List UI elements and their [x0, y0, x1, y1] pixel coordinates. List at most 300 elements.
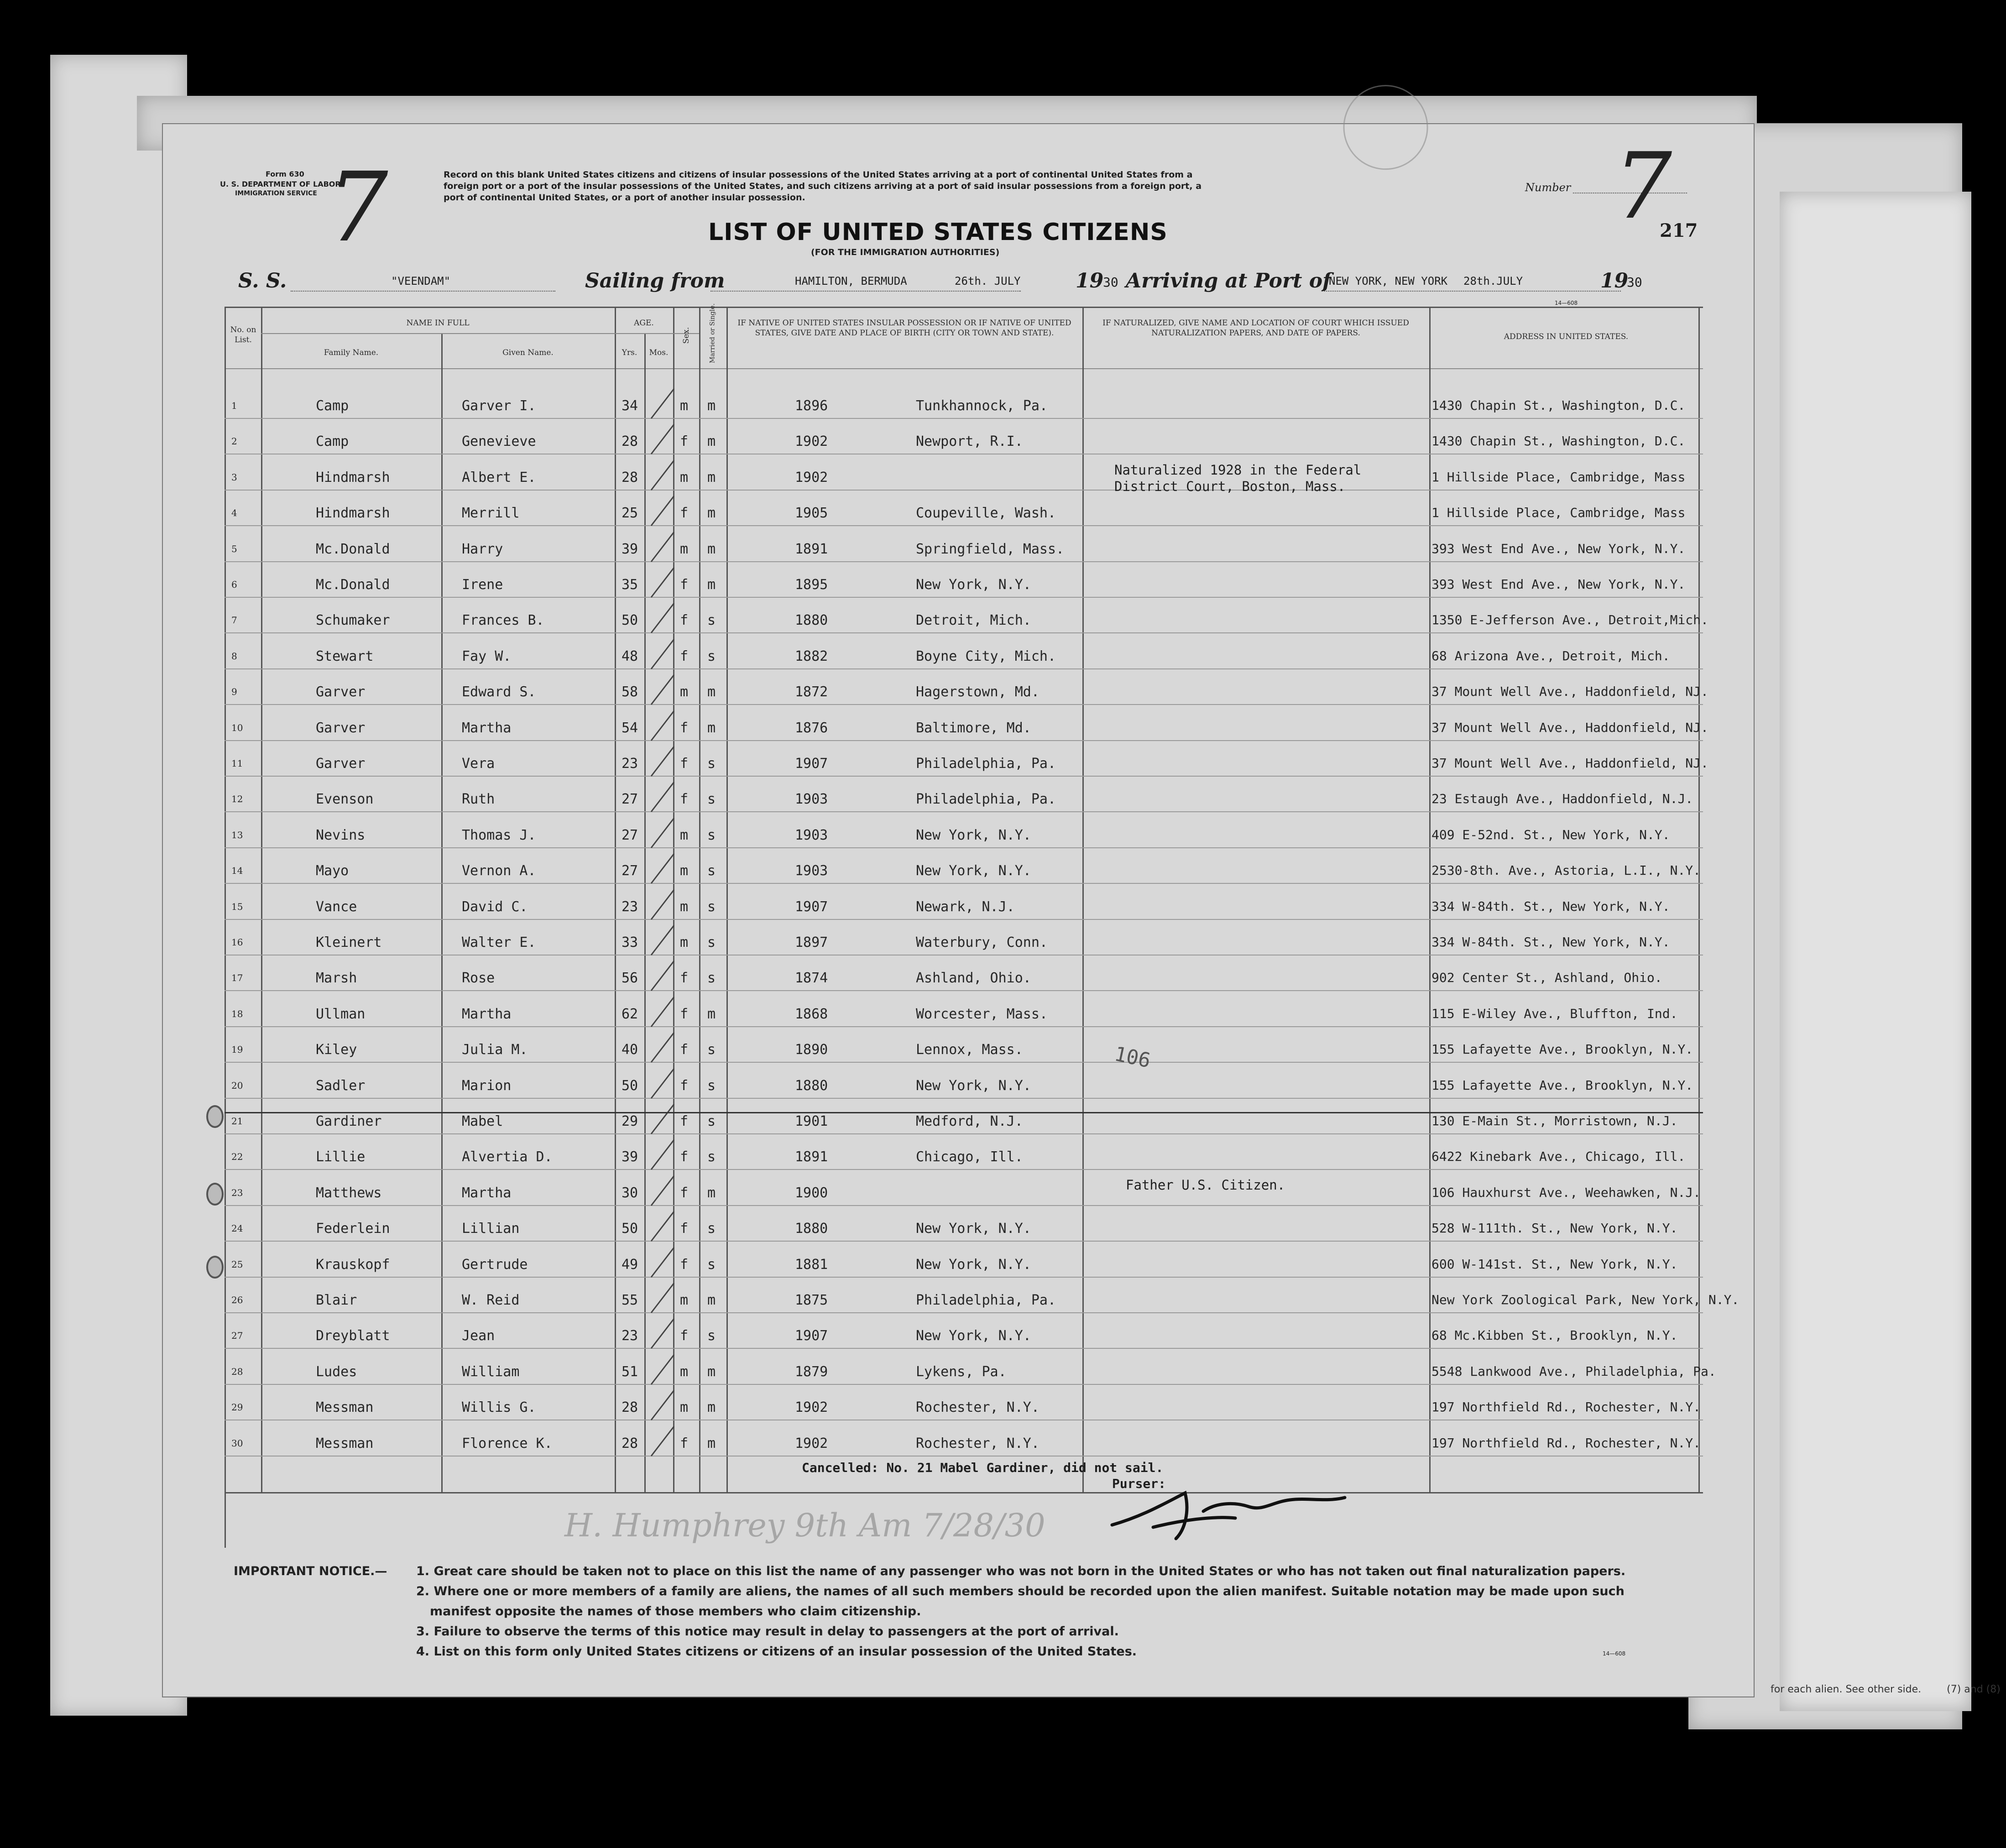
row-address: 902 Center St., Ashland, Ohio. [1431, 970, 1662, 986]
row-address: 1 Hillside Place, Cambridge, Mass [1431, 505, 1686, 521]
notice-item-3: 3. Failure to observe the terms of this notice may result in delay to passengers at the port of arrival. [416, 1624, 1119, 1639]
row-rule [225, 561, 1703, 562]
row-yrs: 35 [622, 577, 638, 593]
row-no: 28 [231, 1366, 243, 1377]
col-divider [699, 307, 700, 1493]
row-address: 409 E-52nd. St., New York, N.Y. [1431, 827, 1670, 842]
row-sex: f [680, 1042, 689, 1058]
check-mark-icon [647, 1281, 679, 1317]
row-address: 23 Estaugh Ave., Haddonfield, N.J. [1431, 791, 1693, 807]
row-place: Hagerstown, Md. [916, 684, 1040, 700]
row-year: 1903 [795, 863, 828, 879]
row-place: Coupeville, Wash. [916, 505, 1056, 522]
row-rule [225, 1348, 1703, 1349]
row-place: Philadelphia, Pa. [916, 1292, 1056, 1308]
row-yrs: 28 [622, 1399, 638, 1416]
row-ms: s [707, 648, 716, 664]
row-place: Lykens, Pa. [916, 1363, 1007, 1380]
header-age: AGE. [634, 318, 654, 328]
row-no: 1 [231, 400, 237, 411]
naturalization-note: Naturalized 1928 in the Federal District Court, Boston, Mass. [1114, 462, 1362, 494]
row-given: Genevieve [462, 433, 536, 450]
row-no: 11 [231, 758, 243, 769]
intro-line-1: Record on this blank United States citizens and citizens of insular possessions of the United States arriving at a port of continental United States from a [444, 170, 1193, 180]
row-address: 37 Mount Well Ave., Haddonfield, NJ. [1431, 684, 1708, 700]
row-address: 68 Mc.Kibben St., Brooklyn, N.Y. [1431, 1328, 1678, 1343]
row-ms: s [707, 934, 716, 950]
row-year: 1874 [795, 970, 828, 987]
row-place: Philadelphia, Pa. [916, 756, 1056, 772]
row-family: Garver [316, 684, 366, 700]
row-year: 1880 [795, 1077, 828, 1094]
row-place: Worcester, Mass. [916, 1006, 1048, 1022]
row-year: 1879 [795, 1363, 828, 1380]
header-sex: Sex. [682, 327, 691, 344]
row-year: 1907 [795, 898, 828, 915]
name-age-subdivider [261, 333, 699, 334]
row-no: 9 [231, 686, 237, 698]
row-family: Garver [316, 756, 366, 772]
check-mark-icon [647, 709, 679, 745]
row-ms: s [707, 1042, 716, 1058]
row-year: 1903 [795, 791, 828, 808]
row-year: 1880 [795, 612, 828, 629]
check-mark-icon [647, 530, 679, 566]
row-place: Rochester, N.Y. [916, 1435, 1040, 1451]
check-mark-icon [647, 637, 679, 673]
row-family: Ullman [316, 1006, 366, 1022]
row-sex: f [680, 1077, 689, 1094]
row-rule [225, 632, 1703, 633]
row-address: 130 E-Main St., Morristown, N.J. [1431, 1113, 1678, 1128]
row-rule [225, 1062, 1703, 1063]
row-place: New York, N.Y. [916, 577, 1031, 593]
row-family: Camp [316, 433, 349, 450]
cancelled-note: Cancelled: No. 21 Mabel Gardiner, did not sail. [802, 1460, 1164, 1475]
row-rule [225, 1205, 1703, 1206]
arrive-date: 28th.JULY [1463, 275, 1523, 287]
row-address: 393 West End Ave., New York, N.Y. [1431, 577, 1686, 592]
row-ms: s [707, 1149, 716, 1165]
row-given: Lillian [462, 1221, 520, 1237]
row-no: 12 [231, 793, 243, 805]
header-family-name: Family Name. [324, 348, 379, 357]
row-yrs: 30 [622, 1185, 638, 1201]
notice-heading: IMPORTANT NOTICE.— [234, 1564, 387, 1578]
row-place: Ashland, Ohio. [916, 970, 1031, 987]
row-family: Gardiner [316, 1113, 382, 1129]
col-divider [1698, 307, 1700, 1493]
row-no: 29 [231, 1402, 243, 1413]
row-no: 7 [231, 615, 237, 626]
row-yrs: 27 [622, 863, 638, 879]
sail-year: 30 [1103, 275, 1118, 290]
row-ms: m [707, 469, 716, 485]
check-mark-icon [647, 1245, 679, 1282]
row-given: Gertrude [462, 1256, 528, 1273]
row-family: Mayo [316, 863, 349, 879]
row-family: Federlein [316, 1221, 390, 1237]
row-given: Martha [462, 1006, 512, 1022]
row-yrs: 40 [622, 1042, 638, 1058]
row-year: 1881 [795, 1256, 828, 1273]
row-yrs: 28 [622, 433, 638, 450]
to-port: NEW YORK, NEW YORK [1329, 275, 1448, 287]
row-year: 1890 [795, 1042, 828, 1058]
row-year: 1880 [795, 1221, 828, 1237]
row-sex: m [680, 1399, 689, 1416]
row-year: 1907 [795, 1328, 828, 1344]
row-sex: f [680, 433, 689, 450]
row-yrs: 39 [622, 541, 638, 557]
check-mark-icon [647, 565, 679, 602]
row-sex: f [680, 791, 689, 808]
row-yrs: 29 [622, 1113, 638, 1129]
row-place: New York, N.Y. [916, 827, 1031, 843]
row-year: 1903 [795, 827, 828, 843]
notice-item-2-cont: manifest opposite the names of those members who claim citizenship. [430, 1604, 921, 1618]
row-given: Walter E. [462, 934, 536, 950]
header-married: Married or Single. [709, 303, 716, 364]
check-mark-icon [647, 816, 679, 852]
row-no: 10 [231, 722, 243, 733]
row-place: Newark, N.J. [916, 898, 1015, 915]
row-place: New York, N.Y. [916, 1221, 1031, 1237]
notice-item-1: 1. Great care should be taken not to place on this list the name of any passenger who was not born in the United States or who has not taken out final naturalization papers. [416, 1564, 1626, 1578]
row-given: Mabel [462, 1113, 503, 1129]
notice-item-2: 2. Where one or more members of a family are aliens, the names of all such members should be recorded upon the alien manifest. Suitable notation may be made upon such [416, 1584, 1625, 1598]
check-mark-icon [647, 1352, 679, 1389]
row-ms: s [707, 863, 716, 879]
row-given: Ruth [462, 791, 495, 808]
ss-label: S. S. [238, 269, 287, 292]
row-sex: m [680, 863, 689, 879]
row-rule [225, 1384, 1703, 1385]
check-mark-icon [647, 1030, 679, 1067]
row-sex: m [680, 469, 689, 485]
row-no: 19 [231, 1044, 243, 1055]
row-address: New York Zoological Park, New York, N.Y. [1431, 1292, 1740, 1307]
row-no: 20 [231, 1080, 243, 1091]
row-rule [225, 490, 1703, 491]
header-naturalized: IF NATURALIZED, GIVE NAME AND LOCATION OF COURT WHICH ISSUED NATURALIZATION PAPERS, AND DATE OF PAPERS. [1102, 318, 1409, 338]
row-rule [225, 1026, 1703, 1027]
from-line [710, 291, 1021, 292]
check-mark-icon [647, 1102, 679, 1138]
check-mark-icon [647, 744, 679, 781]
row-family: Hindmarsh [316, 505, 390, 522]
row-sex: f [680, 612, 689, 629]
row-no: 26 [231, 1295, 243, 1305]
row-yrs: 33 [622, 934, 638, 950]
row-given: David C. [462, 898, 528, 915]
row-no: 16 [231, 937, 243, 948]
header-mos: Mos. [649, 348, 669, 357]
row-yrs: 50 [622, 1221, 638, 1237]
row-rule [225, 776, 1703, 777]
row-place: Medford, N.J. [916, 1113, 1023, 1129]
punch-hole [206, 1105, 224, 1128]
row-year: 1900 [795, 1185, 828, 1201]
row-rule [225, 525, 1703, 526]
row-no: 3 [231, 471, 237, 483]
department-name: U. S. DEPARTMENT OF LABOR [220, 180, 341, 188]
row-rule [225, 811, 1703, 812]
row-yrs: 62 [622, 1006, 638, 1022]
row-no: 6 [231, 579, 237, 590]
row-place: Chicago, Ill. [916, 1149, 1023, 1165]
row-rule [225, 1098, 1703, 1099]
row-year: 1868 [795, 1006, 828, 1022]
arrive-line [1324, 291, 1621, 292]
row-sex: f [680, 505, 689, 522]
row-year: 1872 [795, 684, 828, 700]
row-family: Hindmarsh [316, 469, 390, 485]
col-divider [441, 334, 443, 1493]
row-given: Alvertia D. [462, 1149, 553, 1165]
row-place: Philadelphia, Pa. [916, 791, 1056, 808]
row-year: 1891 [795, 541, 828, 557]
citizenship-note: Father U.S. Citizen. [1126, 1177, 1285, 1193]
row-place: Lennox, Mass. [916, 1042, 1023, 1058]
row-address: 1 Hillside Place, Cambridge, Mass [1431, 469, 1686, 485]
row-address: 155 Lafayette Ave., Brooklyn, N.Y. [1431, 1042, 1693, 1057]
row-ms: s [707, 756, 716, 772]
row-ms: s [707, 612, 716, 629]
row-family: Krauskopf [316, 1256, 390, 1273]
row-ms: m [707, 1435, 716, 1451]
col-divider [225, 307, 226, 1548]
row-family: Garver [316, 720, 366, 736]
col-divider [726, 307, 728, 1493]
row-rule [225, 1169, 1703, 1170]
row-given: Martha [462, 1185, 512, 1201]
number-label: Number [1525, 181, 1571, 194]
service-name: IMMIGRATION SERVICE [235, 190, 317, 197]
row-address: 334 W-84th. St., New York, N.Y. [1431, 934, 1670, 950]
notice-item-4: 4. List on this form only United States citizens or citizens of an insular possession of the United States. [416, 1644, 1137, 1659]
table-top-border [225, 307, 1703, 308]
row-sex: f [680, 1149, 689, 1165]
row-no: 21 [231, 1116, 243, 1127]
header-divider [225, 368, 1703, 369]
check-mark-icon [647, 422, 679, 459]
row-yrs: 39 [622, 1149, 638, 1165]
row-family: Dreyblatt [316, 1328, 390, 1344]
row-given: Garver I. [462, 398, 536, 414]
row-address: 37 Mount Well Ave., Haddonfield, NJ. [1431, 720, 1708, 735]
row-no: 23 [231, 1187, 243, 1198]
row-no: 24 [231, 1223, 243, 1234]
row-address: 393 West End Ave., New York, N.Y. [1431, 541, 1686, 556]
row-yrs: 58 [622, 684, 638, 700]
row-given: Martha [462, 720, 512, 736]
row-sex: f [680, 577, 689, 593]
row-ms: s [707, 1113, 716, 1129]
row-yrs: 50 [622, 1077, 638, 1094]
row-family: Marsh [316, 970, 357, 987]
notice-code: 14—608 [1603, 1650, 1626, 1657]
row-ms: m [707, 505, 716, 522]
row-place: Springfield, Mass. [916, 541, 1065, 557]
row-family: Messman [316, 1435, 374, 1451]
handwritten-list-number: 7 [327, 151, 388, 263]
check-mark-icon [647, 458, 679, 495]
row-year: 1895 [795, 577, 828, 593]
ship-line [291, 291, 555, 292]
row-address: 528 W-111th. St., New York, N.Y. [1431, 1221, 1678, 1236]
row-sex: f [680, 1006, 689, 1022]
form-number: Form 630 [266, 170, 304, 178]
row-no: 4 [231, 507, 237, 519]
row-ms: s [707, 1221, 716, 1237]
row-ms: m [707, 433, 716, 450]
row-place: New York, N.Y. [916, 1256, 1031, 1273]
header-address: ADDRESS IN UNITED STATES. [1504, 332, 1629, 341]
row-given: Irene [462, 577, 503, 593]
row-ms: m [707, 1363, 716, 1380]
row-year: 1902 [795, 1435, 828, 1451]
row-address: 197 Northfield Rd., Rochester, N.Y. [1431, 1399, 1701, 1415]
row-rule [225, 1277, 1703, 1278]
row-ms: s [707, 898, 716, 915]
row-given: Edward S. [462, 684, 536, 700]
row-place: Baltimore, Md. [916, 720, 1031, 736]
sail-year-prefix: 19 [1076, 269, 1104, 292]
row-ms: m [707, 1399, 716, 1416]
row-family: Stewart [316, 648, 374, 664]
row-family: Matthews [316, 1185, 382, 1201]
row-given: Frances B. [462, 612, 544, 629]
arrive-year-prefix: 19 [1600, 269, 1629, 292]
row-family: Sadler [316, 1077, 366, 1094]
row-year: 1875 [795, 1292, 828, 1308]
row-sex: f [680, 648, 689, 664]
row-ms: m [707, 1185, 716, 1201]
row-rule [225, 1133, 1703, 1134]
row-family: Mc.Donald [316, 577, 390, 593]
row-sex: f [680, 1221, 689, 1237]
row-year: 1882 [795, 648, 828, 664]
col-divider [615, 307, 616, 1493]
manifest-page [162, 123, 1755, 1697]
row-given: Marion [462, 1077, 512, 1094]
row-address: 334 W-84th. St., New York, N.Y. [1431, 898, 1670, 914]
row-rule [225, 883, 1703, 884]
row-no: 30 [231, 1437, 243, 1449]
row-family: Kiley [316, 1042, 357, 1058]
row-no: 5 [231, 543, 237, 554]
row-given: Albert E. [462, 469, 536, 485]
row-sex: f [680, 1256, 689, 1273]
row-sex: m [680, 934, 689, 950]
row-yrs: 50 [622, 612, 638, 629]
row-yrs: 23 [622, 898, 638, 915]
row-sex: f [680, 1328, 689, 1344]
purser-label: Purser: [1112, 1476, 1166, 1491]
row-year: 1891 [795, 1149, 828, 1165]
sail-date: 26th. JULY [955, 275, 1021, 287]
row-given: Julia M. [462, 1042, 528, 1058]
row-yrs: 56 [622, 970, 638, 987]
row-place: New York, N.Y. [916, 863, 1031, 879]
row-place: Boyne City, Mich. [916, 648, 1056, 664]
row-address: 1430 Chapin St., Washington, D.C. [1431, 398, 1686, 413]
col-divider [644, 334, 646, 1493]
from-port: HAMILTON, BERMUDA [795, 275, 907, 287]
row-year: 1907 [795, 756, 828, 772]
row-ms: s [707, 1328, 716, 1344]
page-title: LIST OF UNITED STATES CITIZENS [708, 219, 1168, 246]
row-yrs: 23 [622, 756, 638, 772]
row-rule [225, 740, 1703, 741]
row-no: 15 [231, 901, 243, 912]
handwritten-number: 7 [1614, 133, 1672, 240]
ship-name: "VEENDAM" [391, 275, 451, 287]
immigration-stamp [1327, 68, 1445, 187]
header-birth: IF NATIVE OF UNITED STATES INSULAR POSSESSION OR IF NATIVE OF UNITED STATES, GIVE DATE AND PLACE OF BIRTH (CITY OR TOWN AND STATE). [737, 318, 1071, 338]
row-rule [225, 668, 1703, 669]
row-address: 155 Lafayette Ave., Brooklyn, N.Y. [1431, 1077, 1693, 1093]
row-place: Tunkhannock, Pa. [916, 398, 1048, 414]
check-mark-icon [647, 1388, 679, 1425]
row-given: William [462, 1363, 520, 1380]
row-place: Waterbury, Conn. [916, 934, 1048, 950]
check-mark-icon [647, 923, 679, 960]
row-yrs: 55 [622, 1292, 638, 1308]
row-given: Willis G. [462, 1399, 536, 1416]
check-mark-icon [647, 1066, 679, 1103]
col-divider [261, 307, 262, 1493]
row-address: 1350 E-Jefferson Ave., Detroit,Mich. [1431, 612, 1708, 628]
row-sex: f [680, 1435, 689, 1451]
row-no: 27 [231, 1330, 243, 1342]
row-family: Ludes [316, 1363, 357, 1380]
row-given: Florence K. [462, 1435, 553, 1451]
page-number: 217 [1660, 220, 1698, 241]
row-year: 1876 [795, 720, 828, 736]
row-place: Rochester, N.Y. [916, 1399, 1040, 1416]
underlying-sheet-right-2 [1780, 192, 1971, 1711]
row-address: 6422 Kinebark Ave., Chicago, Ill. [1431, 1149, 1686, 1164]
row-sex: m [680, 398, 689, 414]
check-mark-icon [647, 780, 679, 816]
row-ms: s [707, 791, 716, 808]
row-ms: m [707, 720, 716, 736]
row-yrs: 27 [622, 791, 638, 808]
check-mark-icon [647, 1209, 679, 1246]
check-mark-icon [647, 494, 679, 530]
col-divider [1082, 307, 1084, 1493]
punch-hole [206, 1183, 224, 1206]
row-ms: m [707, 684, 716, 700]
row-no: 13 [231, 829, 243, 840]
row-given: Jean [462, 1328, 495, 1344]
check-mark-icon [647, 673, 679, 709]
row-yrs: 51 [622, 1363, 638, 1380]
row-no: 8 [231, 650, 237, 662]
sailing-label: Sailing from [585, 269, 725, 292]
row-ms: m [707, 1006, 716, 1022]
row-sex: m [680, 684, 689, 700]
row-yrs: 34 [622, 398, 638, 414]
underlay-footnote: for each alien. See other side. (7) and (8) [1771, 1684, 2001, 1695]
header-name-in-full: NAME IN FULL [406, 318, 470, 328]
row-given: Fay W. [462, 648, 512, 664]
row-sex: f [680, 1185, 689, 1201]
header-yrs: Yrs. [622, 348, 637, 357]
row-ms: s [707, 827, 716, 843]
